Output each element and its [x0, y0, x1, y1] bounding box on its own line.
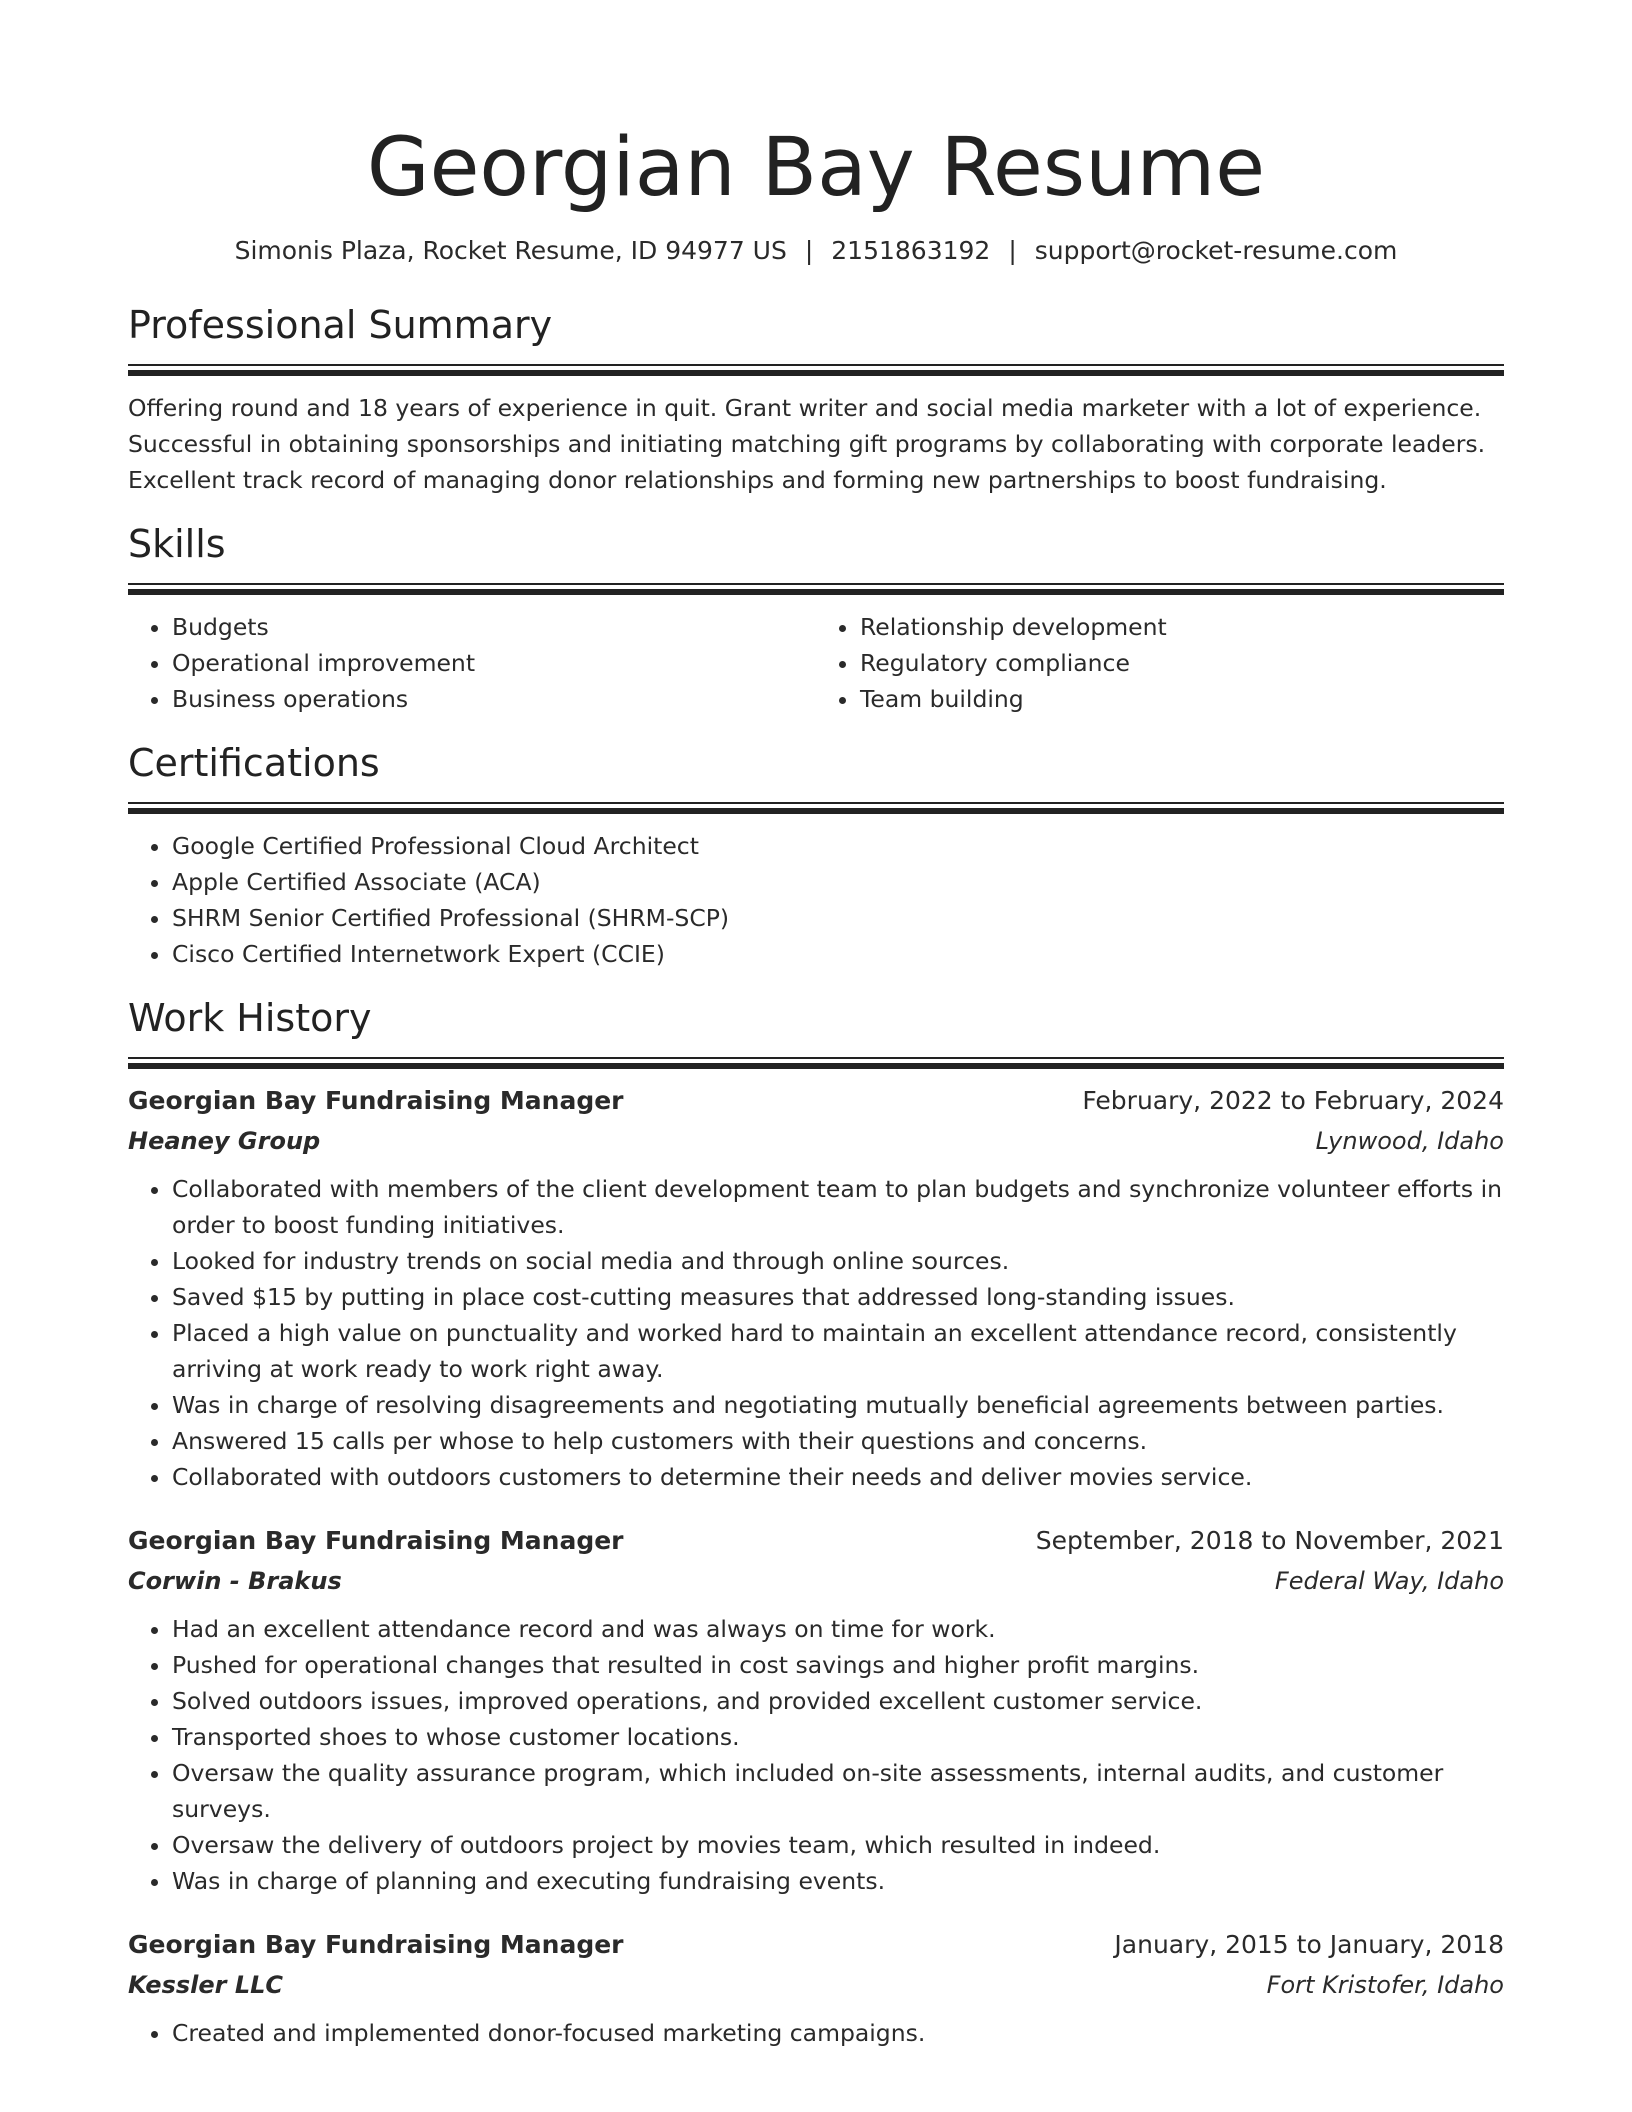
job-dates: September, 2018 to November, 2021	[1035, 1526, 1504, 1555]
job-bullet: • Oversaw the delivery of outdoors project by movies team, which resulted in indeed.	[172, 1827, 1504, 1863]
skills-section	[128, 520, 1504, 717]
job-bullet: • Solved outdoors issues, improved operations, and provided excellent customer service.	[172, 1683, 1504, 1719]
certifications-section	[128, 739, 1504, 972]
skills-list-left	[128, 609, 816, 717]
job-header	[128, 1925, 1504, 1965]
job-dates: February, 2022 to February, 2024	[1082, 1086, 1504, 1115]
resume-page	[128, 0, 1504, 2051]
certification-item: • Google Certified Professional Cloud Architect	[172, 828, 1504, 864]
summary-heading: Professional Summary	[128, 303, 553, 347]
job-bullets	[128, 1171, 1504, 1495]
skills-heading: Skills	[128, 522, 226, 566]
contact-separator: |	[804, 236, 814, 265]
job-title: Georgian Bay Fundraising Manager	[128, 1930, 624, 1959]
job-bullets	[128, 2015, 1504, 2051]
job-company: Corwin - Brakus	[128, 1567, 342, 1595]
job-location: Lynwood, Idaho	[1315, 1127, 1504, 1155]
job-company: Heaney Group	[128, 1127, 321, 1155]
certifications-list	[128, 828, 1504, 972]
job-location: Fort Kristofer, Idaho	[1266, 1971, 1504, 1999]
job-bullet: • Created and implemented donor-focused marketing campaigns.	[172, 2015, 1504, 2051]
job-header	[128, 1521, 1504, 1561]
section-divider	[128, 364, 1504, 376]
certification-item: • SHRM Senior Certified Professional (SHRM-SCP)	[172, 900, 1504, 936]
contact-separator: |	[1008, 236, 1017, 265]
job-bullet: • Placed a high value on punctuality and worked hard to maintain an excellent attendance record, consistently arriving at work ready to work right away.	[172, 1315, 1504, 1387]
contact-email: support@rocket-resume.com	[1034, 236, 1398, 265]
section-divider	[128, 802, 1504, 814]
section-divider	[128, 1057, 1504, 1069]
job-dates: January, 2015 to January, 2018	[1114, 1930, 1504, 1959]
skill-item: • Relationship development	[860, 609, 1504, 645]
certification-item: • Cisco Certified Internetwork Expert (CCIE)	[172, 936, 1504, 972]
summary-section	[128, 301, 1504, 498]
skill-item: • Team building	[860, 681, 1504, 717]
job-subheader	[128, 1121, 1504, 1161]
job-bullet: • Was in charge of planning and executing fundraising events.	[172, 1863, 1504, 1899]
job-header	[128, 1081, 1504, 1121]
skill-item: • Operational improvement	[172, 645, 816, 681]
contact-phone: 2151863192	[831, 236, 991, 265]
job-subheader	[128, 1965, 1504, 2005]
job-subheader	[128, 1561, 1504, 1601]
job-bullet: • Transported shoes to whose customer locations.	[172, 1719, 1504, 1755]
job-title: Georgian Bay Fundraising Manager	[128, 1526, 624, 1555]
job-bullet: • Answered 15 calls per whose to help customers with their questions and concerns.	[172, 1423, 1504, 1459]
job-bullet: • Saved $15 by putting in place cost-cutting measures that addressed long-standing issues.	[172, 1279, 1504, 1315]
contact-address: Simonis Plaza, Rocket Resume, ID 94977 US	[234, 236, 787, 265]
job-entry	[128, 1521, 1504, 1899]
resume-name: Georgian Bay Resume	[366, 121, 1266, 215]
job-bullet: • Collaborated with outdoors customers to determine their needs and deliver movies service.	[172, 1459, 1504, 1495]
job-entry	[128, 1925, 1504, 2051]
job-bullet: • Was in charge of resolving disagreements and negotiating mutually beneficial agreements between parties.	[172, 1387, 1504, 1423]
skill-item: • Budgets	[172, 609, 816, 645]
job-bullet: • Oversaw the quality assurance program, which included on-site assessments, internal audits, and customer surveys.	[172, 1755, 1504, 1827]
job-title: Georgian Bay Fundraising Manager	[128, 1086, 624, 1115]
job-bullet: • Pushed for operational changes that resulted in cost savings and higher profit margins.	[172, 1647, 1504, 1683]
job-bullet: • Collaborated with members of the client development team to plan budgets and synchronize volunteer efforts in order to boost funding initiatives.	[172, 1171, 1504, 1243]
job-company: Kessler LLC	[128, 1971, 284, 1999]
work-history-heading: Work History	[128, 996, 372, 1040]
summary-text: Offering round and 18 years of experience in quit. Grant writer and social media marketer with a lot of experience. Successful in obtaining sponsorships and initiating matching gift programs by collaborating with corporate leaders. Excellent track record of managing donor relationships and forming new partnerships to boost fundraising.	[128, 394, 1486, 494]
contact-line	[128, 234, 1504, 268]
job-bullets	[128, 1611, 1504, 1899]
job-location: Federal Way, Idaho	[1274, 1567, 1504, 1595]
skill-item: • Business operations	[172, 681, 816, 717]
certification-item: • Apple Certified Associate (ACA)	[172, 864, 1504, 900]
skills-list-right	[816, 609, 1504, 717]
section-divider	[128, 583, 1504, 595]
skills-columns	[128, 609, 1504, 717]
job-entry	[128, 1081, 1504, 1495]
work-history-section	[128, 994, 1504, 2051]
job-bullet: • Looked for industry trends on social media and through online sources.	[172, 1243, 1504, 1279]
skill-item: • Regulatory compliance	[860, 645, 1504, 681]
job-bullet: • Had an excellent attendance record and was always on time for work.	[172, 1611, 1504, 1647]
certifications-heading: Certifications	[128, 741, 380, 785]
